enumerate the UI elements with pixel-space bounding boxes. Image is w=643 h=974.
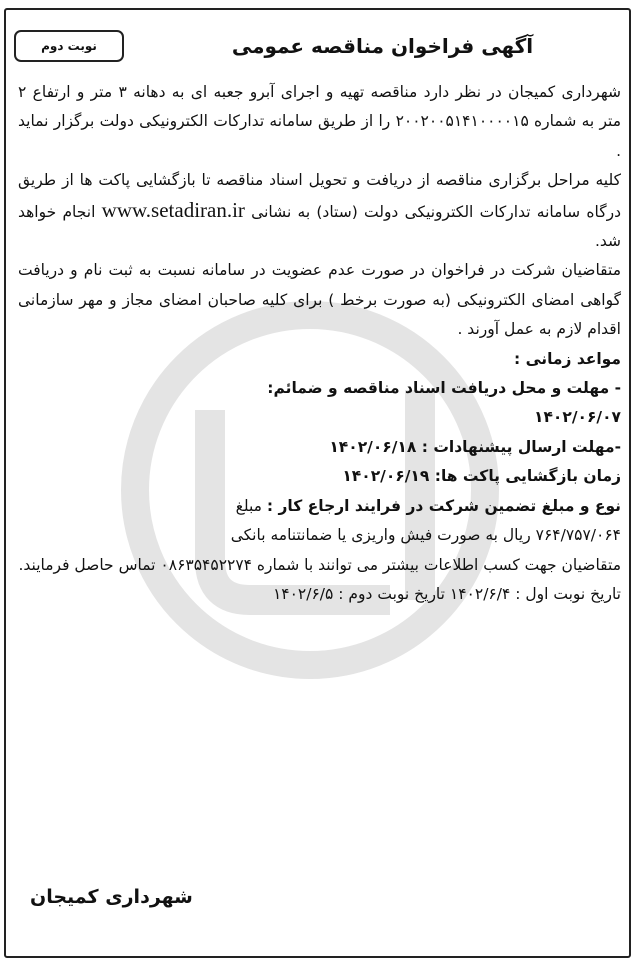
page-title: آگهی فراخوان مناقصه عمومی <box>231 34 534 58</box>
doc-deadline-label: - مهلت و محل دریافت اسناد مناقصه و ضمائم: <box>267 379 621 398</box>
ad-body <box>18 78 621 609</box>
paragraph-process <box>18 166 621 256</box>
paragraph-intro: شهرداری کمیجان در نظر دارد مناقصه تهیه و اجرای آبرو جعبه ای به دهانه ۳ متر و ارتفاع ۲ متر به شماره ۲۰۰۲۰۰۵۱۴۱۰۰۰۰۱۵ را از طریق سامانه تدارکات الکترونیکی دولت برگزار نماید . <box>18 83 621 160</box>
website-link[interactable]: www.setadiran.ir <box>101 197 245 222</box>
doc-deadline-date: ۱۴۰۲/۰۶/۰۷ <box>533 408 621 427</box>
process-end: انجام خواهد شد. <box>18 202 621 251</box>
signature: شهرداری کمیجان <box>30 886 193 908</box>
round-badge: نوبت دوم <box>14 30 124 62</box>
opening-time: زمان بازگشایی پاکت ها: ۱۴۰۲/۰۶/۱۹ <box>342 467 621 486</box>
guarantee-heading: نوع و مبلغ تضمین شرکت در فرایند ارجاع کار : <box>266 496 621 515</box>
guarantee-amount-label: مبلغ <box>235 496 262 515</box>
deadlines-heading: مواعد زمانی : <box>513 349 621 368</box>
guarantee-line <box>18 492 621 521</box>
submit-deadline: -مهلت ارسال پیشنهادات : ۱۴۰۲/۰۶/۱۸ <box>329 437 621 456</box>
process-text: کلیه مراحل برگزاری مناقصه از دریافت و تحویل اسناد مناقصه تا بازگشایی پاکت ها از طریق درگاه سامانه تدارکات الکترونیکی دولت (ستاد) به نشانی <box>18 171 621 221</box>
paragraph-registration: متقاضیان شرکت در فراخوان در صورت عدم عضویت در سامانه نسبت به ثبت نام و دریافت گواهی امضای الکترونیکی (به صورت برخط ) برای کلیه صاحبان امضای مجاز و مهر سازمانی اقدام لازم به عمل آورند . <box>18 261 621 339</box>
publish-dates: تاریخ نوبت اول : ۱۴۰۲/۶/۴ تاریخ نوبت دوم : ۱۴۰۲/۶/۵ <box>272 584 621 603</box>
contact-info: متقاضیان جهت کسب اطلاعات بیشتر می توانند با شماره ۰۸۶۳۵۴۵۲۲۷۴ تماس حاصل فرمایند. <box>18 555 621 574</box>
guarantee-detail: ۷۶۴/۷۵۷/۰۶۴ ریال به صورت فیش واریزی یا ضمانتنامه بانکی <box>230 526 621 545</box>
